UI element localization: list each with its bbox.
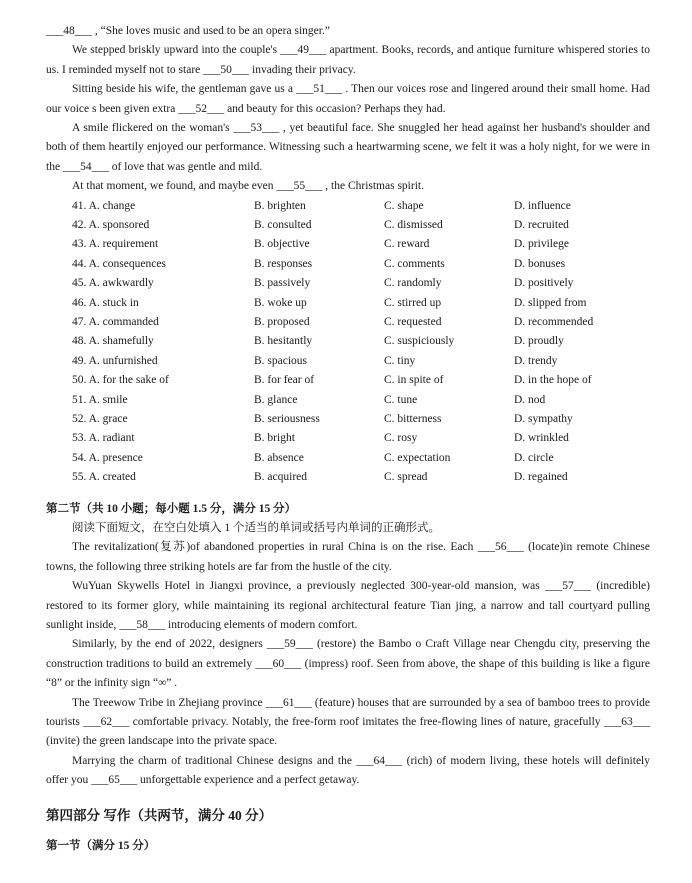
option-choice-d: D. trendy <box>514 354 558 367</box>
option-choice-c: C. requested <box>384 316 442 328</box>
option-choice-d: D. nod <box>514 393 546 406</box>
option-row <box>72 216 650 235</box>
option-choice-d: D. wrinkled <box>514 432 569 445</box>
option-row <box>72 371 650 390</box>
option-choice-d: D. positively <box>514 277 574 290</box>
exam-page <box>46 22 650 856</box>
option-choice-a: 41. A. change <box>72 199 136 212</box>
option-row <box>72 468 650 487</box>
option-choice-b: B. consulted <box>254 219 312 232</box>
option-choice-a: 49. A. unfurnished <box>72 354 158 367</box>
option-choice-a: 54. A. presence <box>72 451 143 464</box>
cloze-passage <box>46 22 650 197</box>
section-2-instruction: 阅读下面短文，在空白处填入 1 个适当的单词或括号内单词的正确形式。 <box>72 521 440 534</box>
option-row <box>72 255 650 274</box>
grammar-paragraph: The Treewow Tribe in Zhejiang province ___61___ (feature) houses that are surrounded by a sea of bamboo trees to provide tourists ___62___ comfortable privacy. Notably, the free-form roof imitates the free-flowing lines of nature, gracefully ___63___ (invite) the green landscape into the private space. <box>46 696 650 748</box>
option-row <box>72 313 650 332</box>
passage-paragraph: Sitting beside his wife, the gentleman gave us a ___51___ . Then our voices rose and lingered around their small home. Had our voice s been given extra ___52___ and beauty for this occasion? Perhaps they had. <box>46 83 650 115</box>
option-choice-d: D. bonuses <box>514 257 566 270</box>
option-choice-a: 52. A. grace <box>72 412 128 425</box>
option-choice-c: C. reward <box>384 238 430 251</box>
option-choice-a: 55. A. created <box>72 471 136 484</box>
option-choice-b: B. for fear of <box>254 374 315 387</box>
option-choice-b: B. acquired <box>254 471 308 484</box>
option-choice-a: 50. A. for the sake of <box>72 374 169 387</box>
option-choice-a: 48. A. shamefully <box>72 335 154 348</box>
option-choice-a: 42. A. sponsored <box>72 219 150 232</box>
section-2-heading: 第二节（共 10 小题；每小题 1.5 分，满分 15 分） <box>46 502 297 515</box>
option-row <box>72 391 650 410</box>
option-choice-b: B. hesitantly <box>254 335 313 348</box>
option-row <box>72 332 650 351</box>
option-choice-d: D. influence <box>514 199 571 212</box>
option-row <box>72 449 650 468</box>
option-choice-a: 46. A. stuck in <box>72 296 139 309</box>
option-choice-c: C. expectation <box>384 451 451 464</box>
option-choice-a: 51. A. smile <box>72 393 128 406</box>
option-choice-b: B. passively <box>254 277 311 290</box>
option-choice-b: B. absence <box>254 451 304 464</box>
option-choice-d: D. recommended <box>514 316 594 328</box>
passage-paragraph: At that moment, we found, and maybe even ___55___ , the Christmas spirit. <box>72 180 424 193</box>
option-choice-c: C. tune <box>384 393 418 406</box>
option-choice-a: 45. A. awkwardly <box>72 277 154 290</box>
option-row <box>72 274 650 293</box>
option-choice-b: B. bright <box>254 432 295 445</box>
option-choice-b: B. spacious <box>254 354 308 367</box>
option-choice-d: D. slipped from <box>514 296 587 309</box>
passage-paragraph: We stepped briskly upward into the couple's ___49___ apartment. Books, records, and antique furniture whispered stories to us. I reminded myself not to stare ___50___ invading their privacy. <box>46 44 650 76</box>
option-row <box>72 410 650 429</box>
option-choice-c: C. tiny <box>384 354 416 367</box>
option-choice-b: B. glance <box>254 393 298 406</box>
option-choice-a: 43. A. requirement <box>72 238 159 251</box>
option-choice-d: D. in the hope of <box>514 374 592 387</box>
option-choice-c: C. rosy <box>384 432 418 445</box>
option-choice-c: C. shape <box>384 199 424 212</box>
option-row <box>72 294 650 313</box>
option-choice-a: 47. A. commanded <box>72 316 159 328</box>
option-choice-b: B. proposed <box>254 316 310 328</box>
passage-line-48: ___48___ , “She loves music and used to be an opera singer.” <box>46 25 330 37</box>
cloze-options <box>46 197 650 488</box>
option-choice-d: D. circle <box>514 451 554 464</box>
option-choice-c: C. bitterness <box>384 412 442 425</box>
option-row <box>72 429 650 448</box>
option-choice-c: C. comments <box>384 257 445 270</box>
option-choice-c: C. randomly <box>384 277 442 290</box>
option-choice-d: D. proudly <box>514 335 564 348</box>
option-row <box>72 197 650 216</box>
passage-paragraph: A smile flickered on the woman's ___53___ , yet beautiful face. She snuggled her head against her husband's shoulder and both of them heartily enjoyed our performance. Witnessing such a heartwarming scene, we felt it was a holy night, for we were in the ___54___ of love that was gentle and mild. <box>46 122 650 173</box>
option-choice-b: B. seriousness <box>254 412 320 425</box>
option-choice-b: B. objective <box>254 238 310 251</box>
option-choice-d: D. regained <box>514 471 568 484</box>
option-choice-b: B. responses <box>254 257 313 270</box>
option-choice-c: C. in spite of <box>384 374 444 387</box>
option-choice-d: D. sympathy <box>514 412 573 425</box>
option-choice-a: 53. A. radiant <box>72 432 135 445</box>
option-row <box>72 352 650 371</box>
option-row <box>72 235 650 254</box>
option-choice-a: 44. A. consequences <box>72 257 166 270</box>
part-4-heading: 第四部分 写作（共两节，满分 40 分） <box>46 807 273 823</box>
option-choice-d: D. recruited <box>514 219 569 232</box>
option-choice-c: C. dismissed <box>384 219 443 232</box>
grammar-passage <box>46 538 650 790</box>
grammar-paragraph: The revitalization(复苏)of abandoned properties in rural China is on the rise. Each ___56___ (locate)in remote Chinese towns, the following three striking hotels are far from the hustle of the city. <box>46 541 650 573</box>
option-choice-c: C. suspiciously <box>384 335 455 348</box>
grammar-paragraph: Similarly, by the end of 2022, designers ___59___ (restore) the Bambo o Craft Village near Chengdu city, preserving the construction traditions to build an extremely ___60___ (impress) roof. Seen from above, the shape of this building is like a figure “8” or the infinity sign “∞” . <box>46 638 650 690</box>
grammar-paragraph: WuYuan Skywells Hotel in Jiangxi province, a previously neglected 300-year-old mansion, was ___57___ (incredible) restored to its former glory, while maintaining its regional architectural feature Tian jing, a narrow and tall courtyard pulling sunlight inside, ___58___ introducing elements of modern comfort. <box>46 580 650 631</box>
part-4-section-1-heading: 第一节（满分 15 分） <box>46 839 156 852</box>
option-choice-b: B. brighten <box>254 199 306 212</box>
grammar-paragraph: Marrying the charm of traditional Chinese designs and the ___64___ (rich) of modern living, these hotels will definitely offer you ___65___ unforgettable experience and a perfect getaway. <box>46 754 650 787</box>
option-choice-b: B. woke up <box>254 296 307 309</box>
option-choice-d: D. privilege <box>514 238 569 251</box>
option-choice-c: C. stirred up <box>384 296 442 309</box>
option-choice-c: C. spread <box>384 471 428 484</box>
